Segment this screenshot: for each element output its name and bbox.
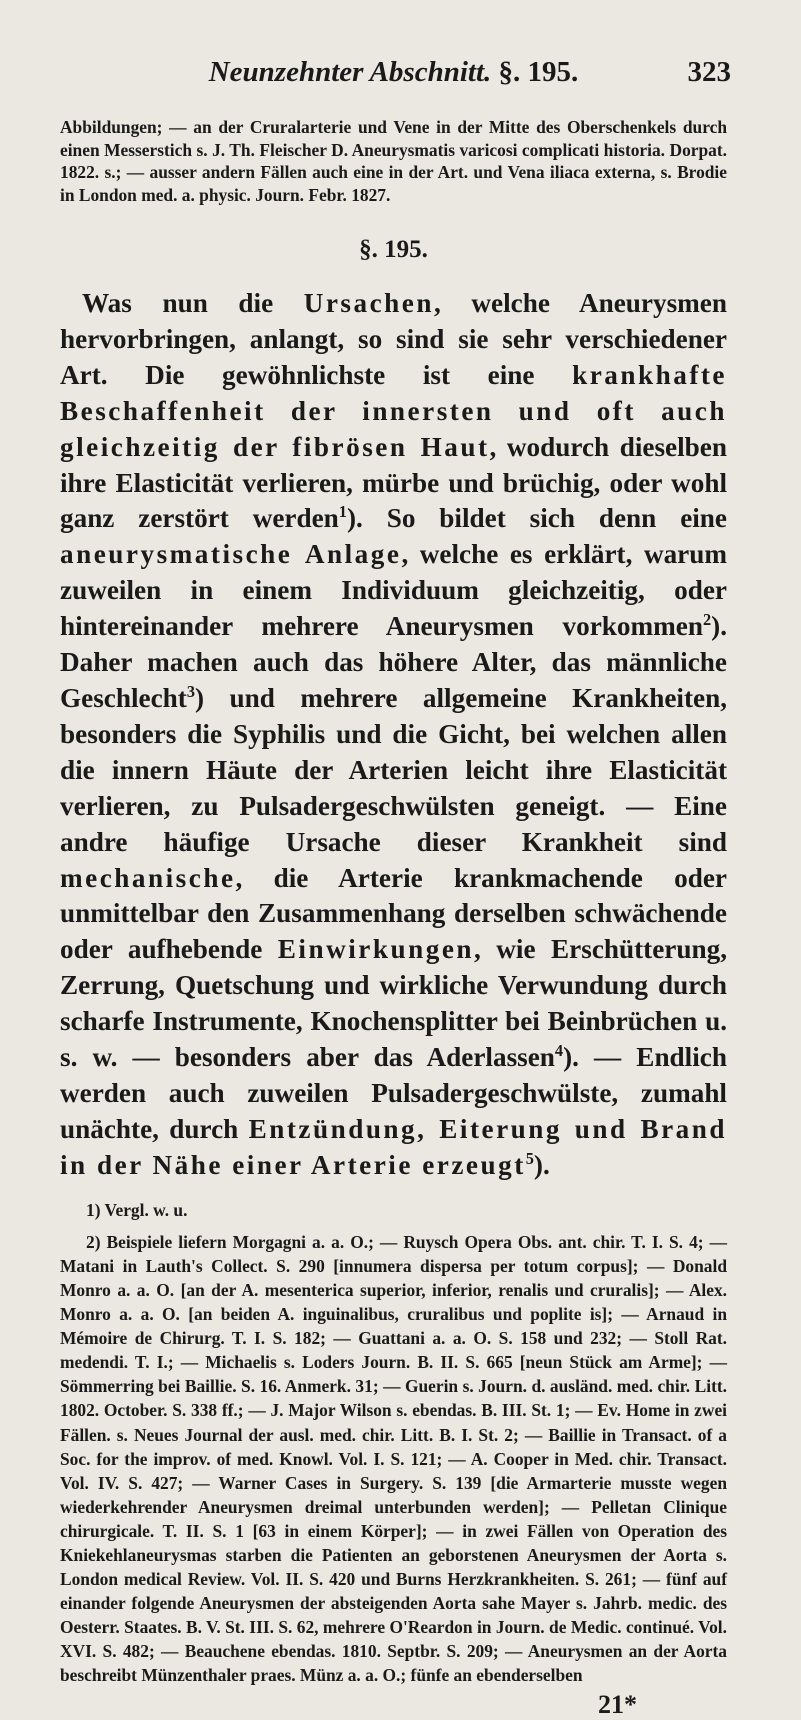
body-paragraph: Was nun die Ursachen, welche Aneurysmen hervorbringen, anlangt, so sind sie sehr verschiedener Art. Die gewöhnlichste ist eine krankhafte Beschaffenheit der innersten und oft auch gleichzeitig der fibrösen Haut, wodurch dieselben ihre Elasticität verlieren, mürbe und brüchig, oder wohl ganz zerstört werden$^1$). So bildet sich denn eine aneurysmatische Anlage, welche es erklärt, warum zuweilen in einem Individuum gleichzeitig, oder hintereinander mehrere Aneurysmen vorkommen$^2$). Daher machen auch das höhere Alter, das männliche Geschlecht$^3$) und mehrere allgemeine Krankheiten, besonders die Syphilis und die Gicht, bei welchen allen die innern Häute der Arterien leicht ihre Elasticität verlieren, zu Pulsadergeschwülsten geneigt. — Eine andre häufige Ursache dieser Krankheit sind mechanische, die Arterie krankmachende oder unmittelbar den Zusammenhang derselben schwächende oder aufhebende Einwirkungen, wie Erschütterung, Zerrung, Quetschung und wirkliche Verwundung durch scharfe Instrumente, Knochensplitter bei Beinbrüchen u. s. w. — besonders aber das Aderlassen$^4$). — Endlich werden auch zuweilen Pulsadergeschwülste, zumahl unächte, durch Entzündung, Eiterung und Brand in der Nähe einer Arterie erzeugt$^5$). (60, 288, 728, 1180)
chapter-header: Neunzehnter Abschnitt. §. 195. (208, 56, 579, 88)
running-header (60, 56, 731, 98)
signature-mark: 21* (598, 1689, 637, 1719)
continued-footnote: Abbildungen; — an der Cruralarterie und Vene in der Mitte des Oberschenkels durch einen Messerstich s. J. Th. Fleischer D. Aneurysmatis varicosi complicati historia. Dorpat. 1822. s.; — ausser andern Fällen auch eine in der Art. und Vena iliaca externa, s. Brodie in London med. a. physic. Journ. Febr. 1827. (60, 117, 727, 205)
footnotes (60, 1198, 727, 1688)
section-heading: §. 195. (359, 236, 428, 263)
footnote-1: 1) Vergl. w. u. (86, 1199, 188, 1220)
page-number: 323 (687, 56, 731, 88)
footnote-2: 2) Beispiele liefern Morgagni a. a. O.; — Ruysch Opera Obs. ant. chir. T. I. S. 4; — Matani in Lauth's Collect. S. 290 [innumera dispersa per totum corpus]; — Donald Monro a. a. O. [an der A. mesenterica superior, inferior, renalis und cruralis]; — Alex. Monro a. a. O. [an beiden A. inguinalibus, cruralibus und poplite is]; — Arnaud in Mémoire de Chirurg. T. I. S. 182; — Guattani a. a. O. S. 158 und 232; — Stoll Rat. medendi. T. I.; — Michaelis s. Loders Journ. B. II. S. 665 [neun Stück am Arme]; — Sömmerring bei Baillie. S. 16. Anmerk. 31; — Guerin s. Journ. d. ausländ. med. chir. Litt. 1802. October. S. 338 ff.; — J. Major Wilson s. ebendas. B. III. St. 1; — Ev. Home in zwei Fällen. s. Neues Journal der ausl. med. chir. Litt. B. I. St. 2; — Baillie in Transact. of a Soc. for the improv. of med. Knowl. Vol. I. S. 121; — A. Cooper in Med. chir. Transact. Vol. IV. S. 427; — Warner Cases in Surgery. S. 139 [die Armarterie musste wegen wiederkehrender Aneurysmen dreimal unterbunden werden]; — Pelletan Clinique chirurgicale. T. II. S. 1 [63 in einem Körper]; — in zwei Fällen von Operation des Kniekehlaneurysmas starben die Patienten an geborstenen Aneurysmen der Aorta s. London medical Review. Vol. II. S. 420 und Burns Herzkrankheiten. S. 261; — fünf auf einander folgende Aneurysmen der absteigenden Aorta sahe Mayer s. Jahrb. medic. des Oesterr. Staates. B. V. St. III. S. 62, mehrere O'Reardon in Journ. de Medic. continué. Vol. XVI. S. 482; — Beauchene ebendas. 1810. Septbr. S. 209; — Aneurysmen an der Aorta beschreibt Münzenthaler praes. Münz a. a. O.; fünfe an ebenderselben (60, 1231, 727, 1686)
